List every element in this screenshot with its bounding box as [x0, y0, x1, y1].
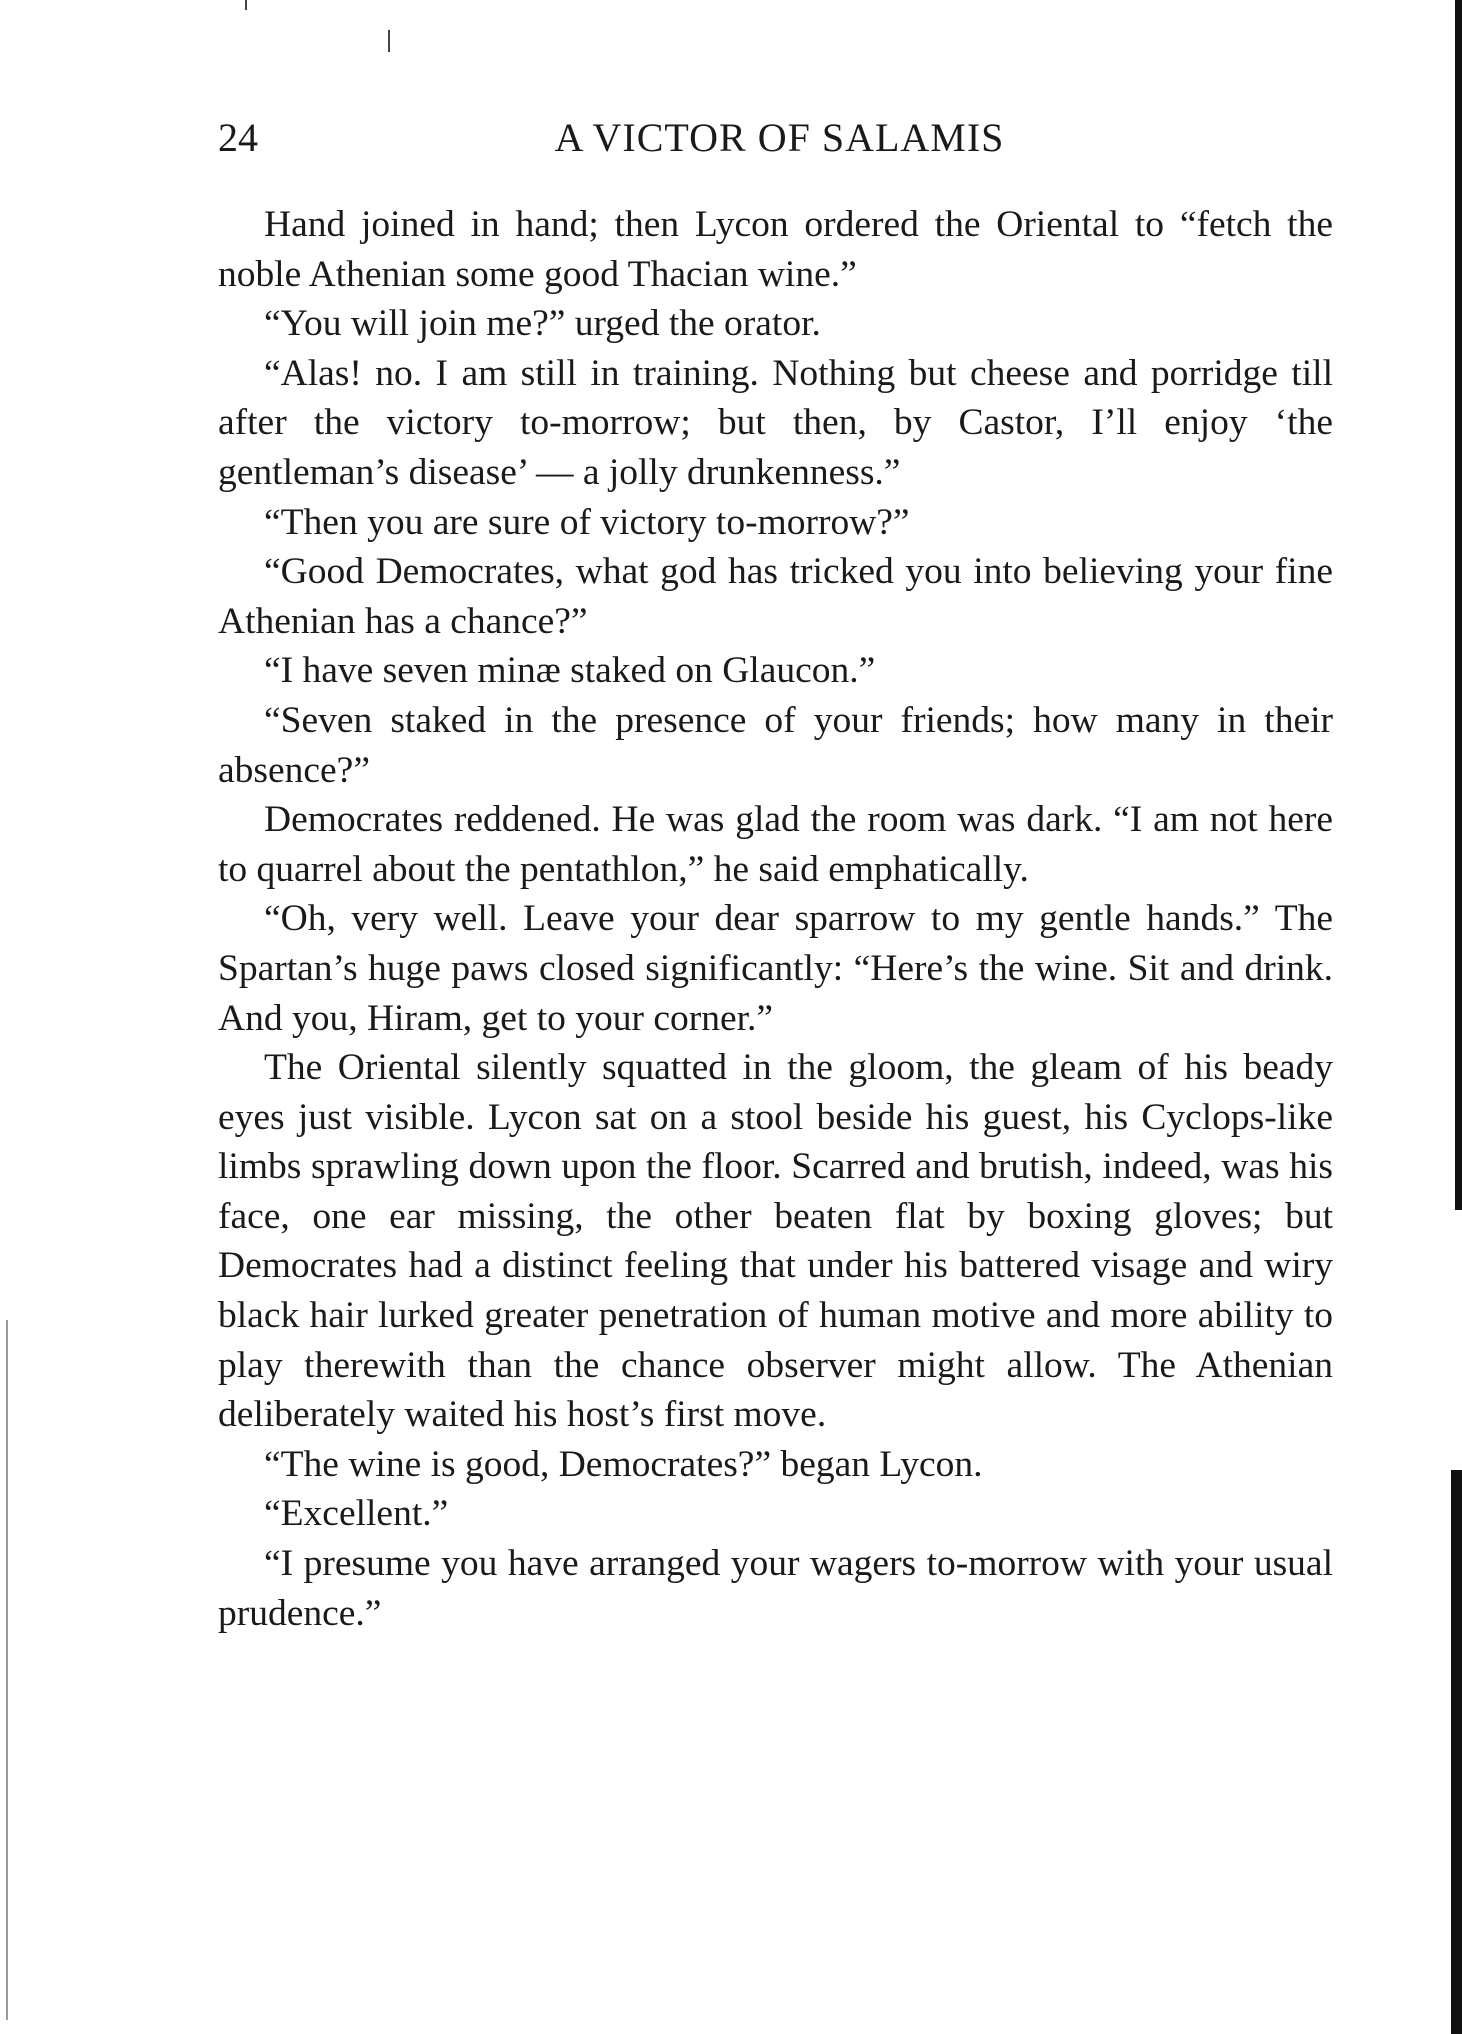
- scan-speck: [245, 0, 247, 10]
- scan-speck: [388, 30, 390, 52]
- paragraph: “Excellent.”: [264, 1493, 449, 1535]
- scan-page-edge-upper: [1455, 0, 1462, 1210]
- paragraph: The Oriental silently squatted in the gloom, the gleam of his beady eyes just visible. Lycon sat on a stool beside his guest, his Cyclops-like limbs sprawling down upon the floor. Scarred and brutish, indeed, was his face, one ear missing, the other beaten flat by boxing gloves; but Democrates had a distinct feeling that under his battered visage and wiry black hair lurked greater penetration of human motive and more ability to play therewith than the chance observer might allow. The Athenian deliberately waited his host’s first move.: [218, 1047, 1333, 1436]
- paragraph: “Oh, very well. Leave your dear sparrow to my gentle hands.” The Spartan’s huge paws closed significantly: “Here’s the wine. Sit and drink. And you, Hiram, get to your corner.”: [218, 898, 1333, 1039]
- paragraph: “Seven staked in the presence of your friends; how many in their absence?”: [218, 699, 1333, 791]
- running-head: [218, 110, 1333, 166]
- scan-speck: [6, 1320, 8, 2020]
- body-text: [218, 200, 1333, 1638]
- paragraph: “I have seven minæ staked on Glaucon.”: [264, 650, 876, 692]
- page-number: 24: [218, 115, 258, 160]
- paragraph: Democrates reddened. He was glad the room was dark. “I am not here to quarrel about the pentathlon,” he said emphatically.: [218, 799, 1333, 890]
- paragraph: “I presume you have arranged your wagers to-morrow with your usual prudence.”: [218, 1543, 1333, 1634]
- scan-page-edge-lower: [1451, 1470, 1462, 2034]
- paragraph: “You will join me?” urged the orator.: [264, 303, 821, 345]
- paragraph: “The wine is good, Democrates?” began Lycon.: [264, 1443, 983, 1485]
- paragraph: “Alas! no. I am still in training. Nothing but cheese and porridge till after the victory to-morrow; but then, by Castor, I’ll enjoy ‘the gentleman’s disease’ — a jolly drunkenness.”: [218, 352, 1333, 493]
- paragraph: Hand joined in hand; then Lycon ordered the Oriental to “fetch the noble Athenian some good Thacian wine.”: [218, 204, 1333, 295]
- paragraph: “Then you are sure of victory to-morrow?”: [264, 501, 910, 543]
- paragraph: “Good Democrates, what god has tricked you into believing your fine Athenian has a chance?”: [218, 551, 1333, 642]
- book-title: A VICTOR OF SALAMIS: [554, 115, 1005, 160]
